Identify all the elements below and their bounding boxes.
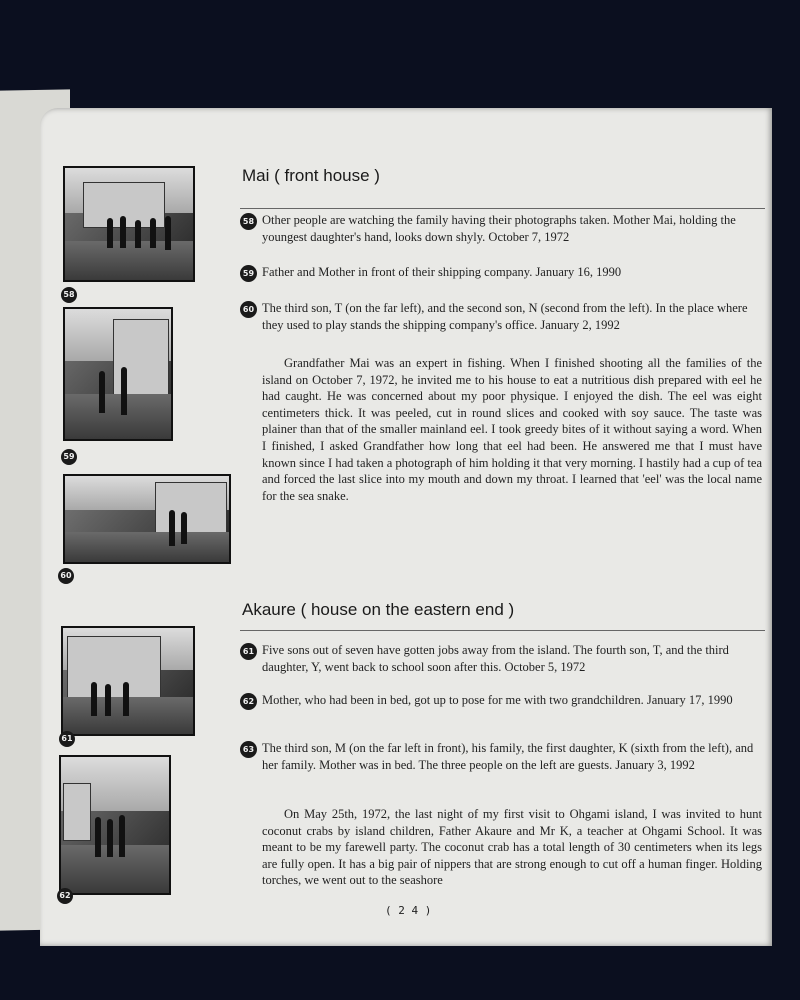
section-title: Akaure ( house on the eastern end ): [242, 600, 515, 619]
photo-60: [63, 474, 231, 564]
photo-62: [59, 755, 171, 895]
photo-person: [135, 220, 141, 248]
caption-number-badge: 61: [240, 643, 257, 660]
caption-61: [242, 642, 762, 676]
photo-ground: [61, 845, 169, 893]
photo-person: [119, 815, 125, 857]
photo-person: [123, 682, 129, 716]
photo-number-badge: 62: [57, 888, 73, 904]
photo-61: [61, 626, 195, 736]
caption-text: Mother, who had been in bed, got up to pose for me with two grandchildren. January 17, 1990: [262, 693, 733, 707]
caption-59: [242, 264, 762, 281]
photo-person: [95, 817, 101, 857]
caption-60: [242, 300, 762, 334]
section-divider: [240, 630, 765, 631]
photo-ground: [65, 394, 171, 440]
photo-person: [91, 682, 97, 716]
photo-person: [105, 684, 111, 716]
photo-number-badge: 58: [61, 287, 77, 303]
caption-58: [242, 212, 762, 246]
photo-person: [107, 819, 113, 857]
photo-ground: [65, 532, 229, 562]
photo-person: [120, 216, 126, 248]
caption-text: The third son, T (on the far left), and the second son, N (second from the left). In the place where they used to play stands the shipping company's office. January 2, 1992: [262, 301, 748, 332]
body-paragraph: Grandfather Mai was an expert in fishing. When I finished shooting all the families of the island on October 7, 1972, he invited me to his house to eat a nutritious dish prepared with eel he had caught. He was concerned about my poor physique. I enjoyed the dish. The eel was eight centimeters thick. It was peeled, cut in round slices and cooked with soy sauce. The taste was plainer than that of the smaller mainland eel. I took greedy bites of it without saying a word. When I finished, I asked Grandfather how long that eel had been. He answered me that I must have known since I had taken a photograph of him holding it that very morning. I hastily had a cup of tea and forced the last slice into my mouth and down my throat. I learned that 'eel' was the local name for the sea snake.: [262, 356, 762, 503]
photo-ground: [65, 241, 193, 280]
photo-person: [181, 512, 187, 544]
caption-text: Father and Mother in front of their shipping company. January 16, 1990: [262, 265, 622, 279]
page-number: ( 2 4 ): [385, 904, 432, 917]
photo-person: [165, 216, 171, 250]
caption-number-badge: 63: [240, 741, 257, 758]
photo-59: [63, 307, 173, 441]
photo-person: [99, 371, 105, 413]
caption-63: [242, 740, 762, 774]
photo-58: [63, 166, 195, 282]
photo-number-badge: 61: [59, 731, 75, 747]
photo-person: [107, 218, 113, 248]
caption-number-badge: 58: [240, 213, 257, 230]
photo-person: [169, 510, 175, 546]
caption-number-badge: 59: [240, 265, 257, 282]
caption-text: The third son, M (on the far left in front), his family, the first daughter, K (sixth from the left), and her family. Mother was in bed. The three people on the left are guests. January 3, 1992: [262, 741, 754, 772]
photo-building: [63, 783, 91, 841]
caption-text: Five sons out of seven have gotten jobs away from the island. The fourth son, T, and the third daughter, Y, went back to school soon after this. October 5, 1972: [262, 643, 729, 674]
photo-person: [121, 367, 127, 415]
section-divider: [240, 208, 765, 209]
body-paragraph: On May 25th, 1972, the last night of my first visit to Ohgami island, I was invited to hunt coconut crabs by island children, Father Akaure and Mr K, a teacher at Ohgami School. It was meant to be my farewell party. The coconut crab has a total length of 30 centimeters when its legs are fully open. It has a big pair of nippers that are strong enough to cut off a human finger. Holding torches, we went out to the seashore: [262, 807, 762, 888]
section-title: Mai ( front house ): [242, 166, 380, 185]
caption-number-badge: 60: [240, 301, 257, 318]
photo-number-badge: 60: [58, 568, 74, 584]
photo-number-badge: 59: [61, 449, 77, 465]
caption-62: [242, 692, 762, 709]
photo-person: [150, 218, 156, 248]
caption-text: Other people are watching the family having their photographs taken. Mother Mai, holding the youngest daughter's hand, looks down shyly. October 7, 1972: [262, 213, 736, 244]
caption-number-badge: 62: [240, 693, 257, 710]
